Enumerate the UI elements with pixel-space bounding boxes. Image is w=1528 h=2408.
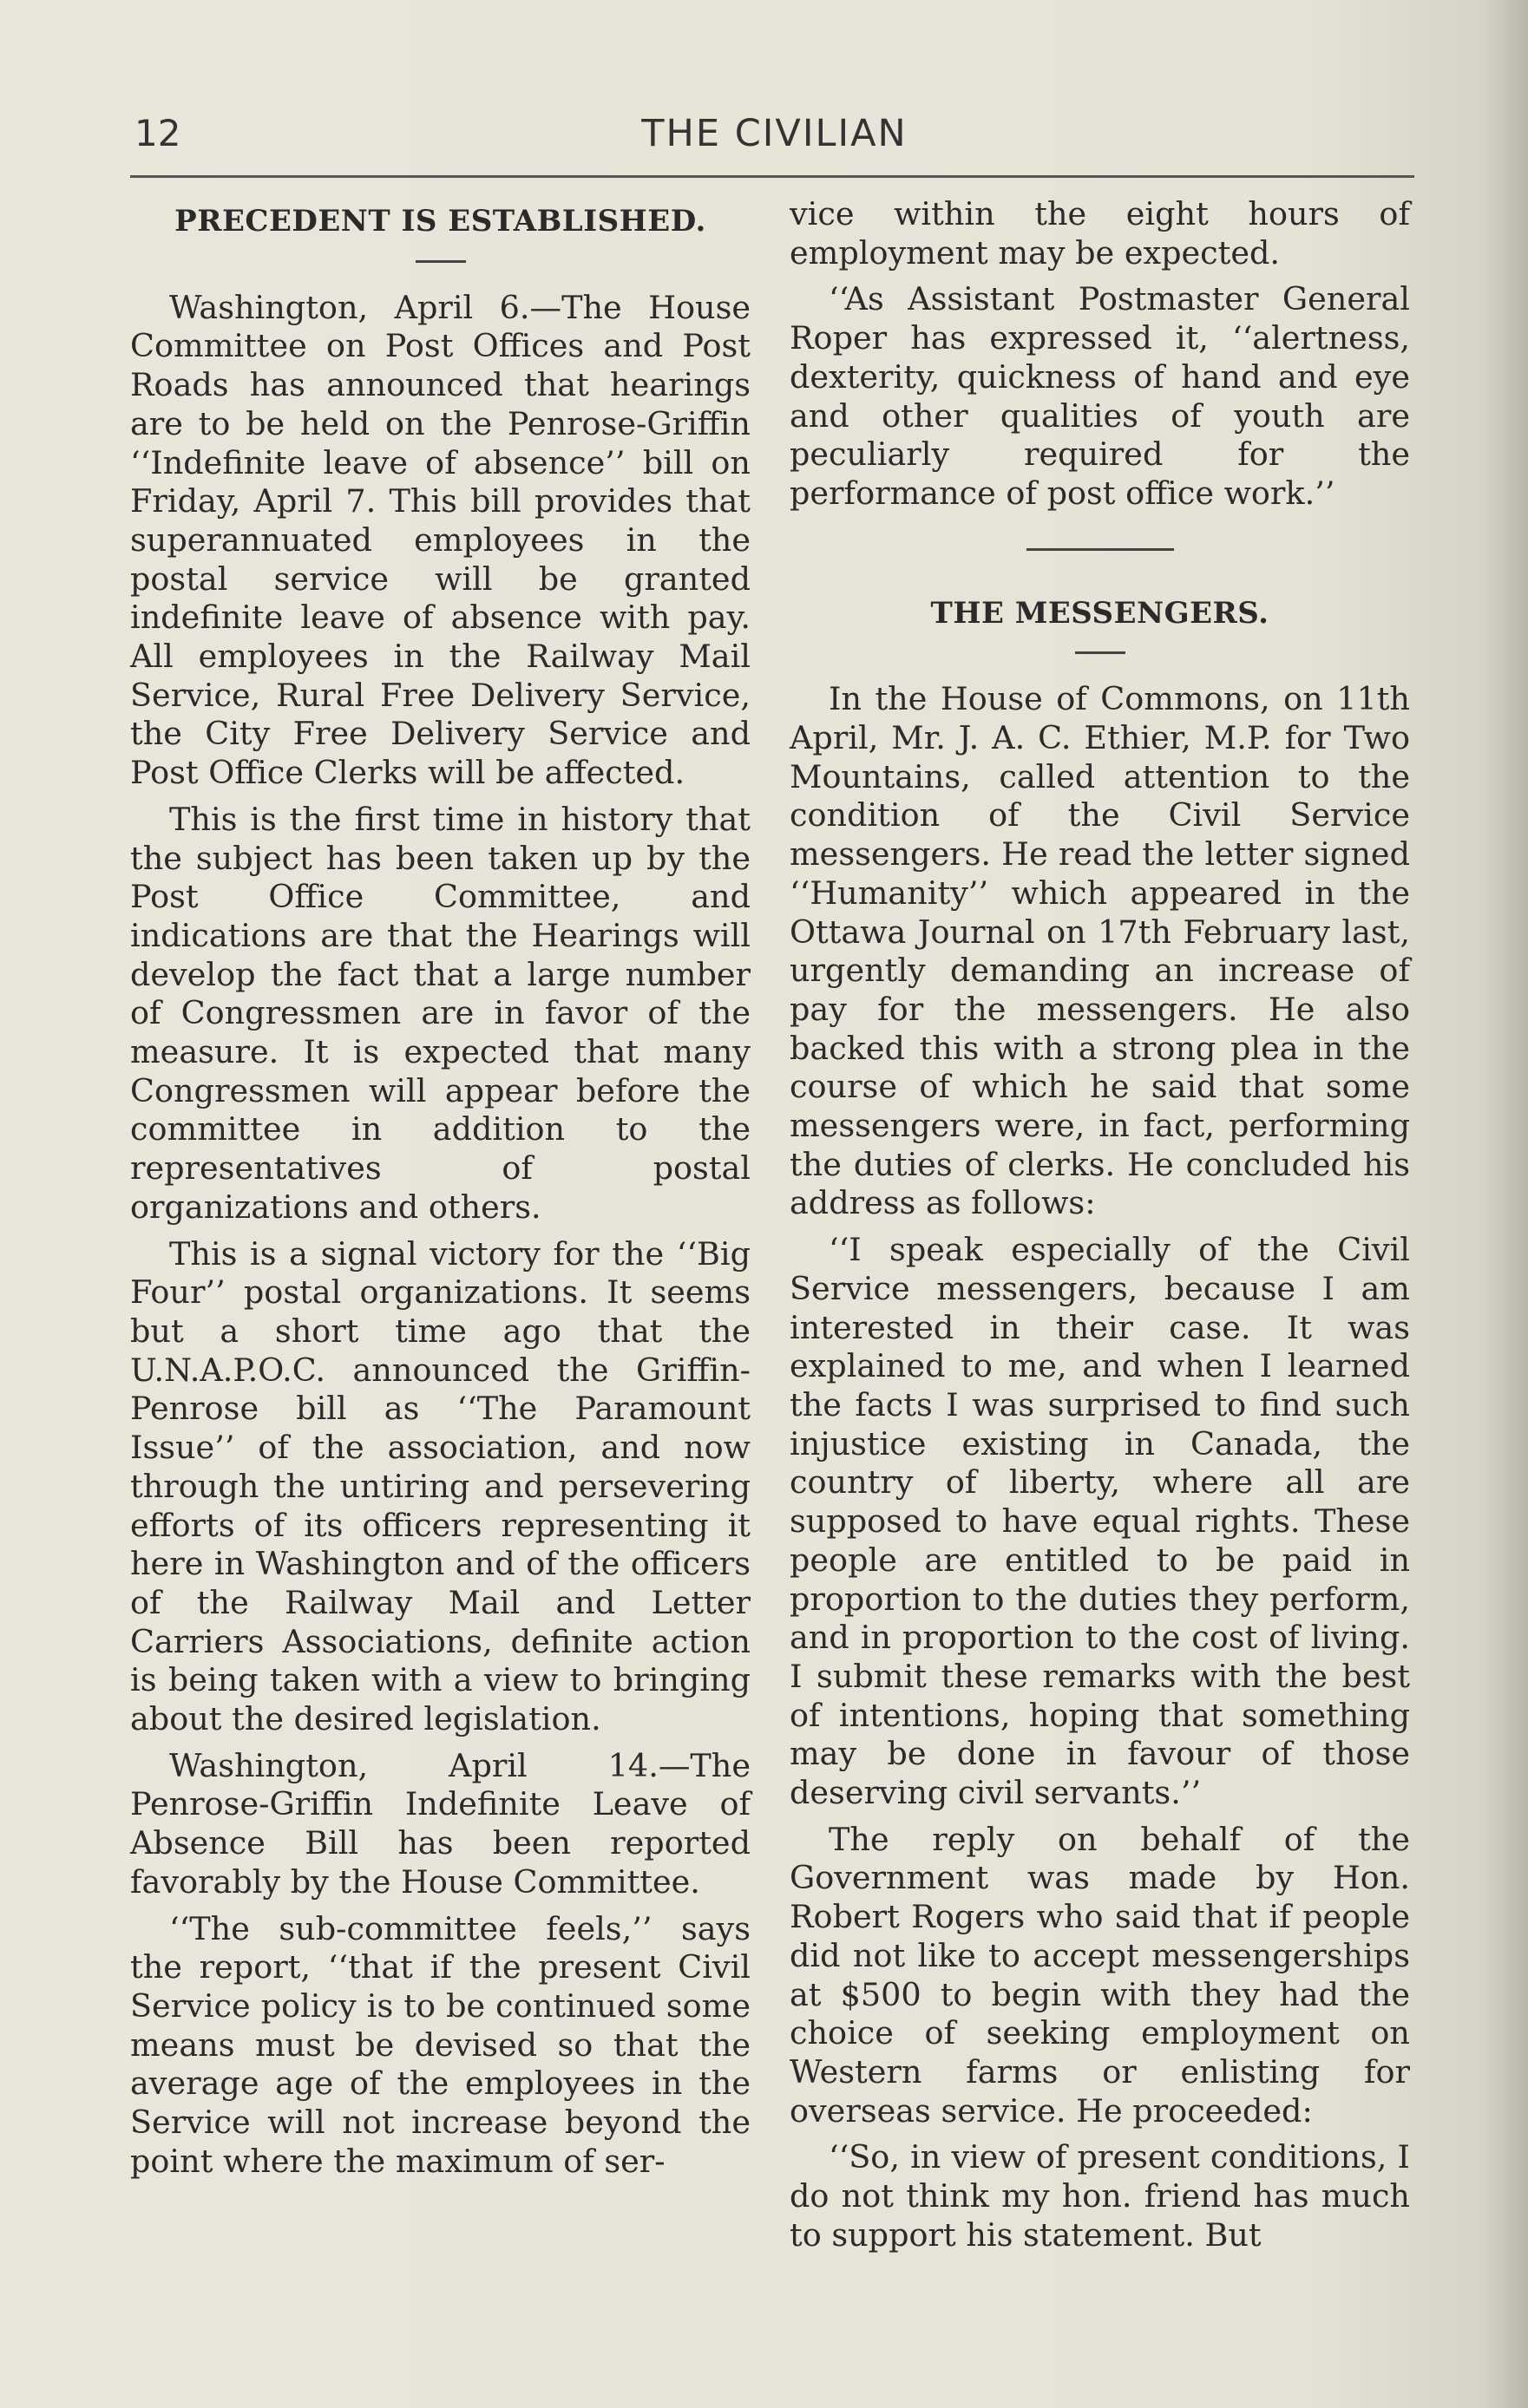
- right-column: [790, 195, 1410, 2262]
- article-paragraph: The reply on behalf of the Government was made by Hon. Robert Rogers who said that if people did not like to accept messengerships at $500 to begin with they had the choice of seeking employment on Western farms or enlisting for overseas service. He proceeded:: [790, 1820, 1410, 2130]
- left-column: [130, 195, 751, 2189]
- article-paragraph: ‘‘The sub-committee feels,’’ says the report, ‘‘that if the present Civil Service policy is to be continued some means must be devised so that the average age of the employees in the Service will not increase beyond the point where the maximum of ser-: [130, 1909, 751, 2180]
- journal-title: THE CIVILIAN: [641, 112, 908, 155]
- header-rule: [130, 175, 1414, 178]
- article-paragraph: In the House of Commons, on 11th April, Mr. J. A. C. Ethier, M.P. for Two Mountains, called attention to the condition of the Civil Service messengers. He read the letter signed ‘‘Humanity’’ which appeared in the Ottawa Journal on 17th February last, urgently demanding an increase of pay for the messengers. He also backed this with a strong plea in the course of which he said that some messengers were, in fact, performing the duties of clerks. He concluded his address as follows:: [790, 680, 1410, 1222]
- section-divider: [1026, 548, 1174, 551]
- article-headline: PRECEDENT IS ESTABLISHED.: [174, 204, 706, 239]
- article-paragraph: This is the first time in history that the subject has been taken up by the Post Office Committee, and indications are that the Hearings will develop the fact that a large number of Congressmen are in favor of the measure. It is expected that many Congressmen will appear before the committee in addition to the representatives of postal organizations and others.: [130, 800, 751, 1226]
- article-paragraph: This is a signal victory for the ‘‘Big Four’’ postal organizations. It seems but a short time ago that the U.N.A.P.O.C. announced the Griffin-Penrose bill as ‘‘The Paramount Issue’’ of the association, and now through the untiring and persevering efforts of its officers representing it here in Washington and of the officers of the Railway Mail and Letter Carriers Associations, definite action is being taken with a view to bringing about the desired legislation.: [130, 1234, 751, 1738]
- article-paragraph-continued: vice within the eight hours of employment may be expected.: [790, 195, 1410, 272]
- article-headline: THE MESSENGERS.: [930, 595, 1269, 631]
- article-paragraph: Washington, April 14.—The Penrose-Griffin Indefinite Leave of Absence Bill has been reported favorably by the House Committee.: [130, 1746, 751, 1901]
- page-number: 12: [134, 112, 181, 154]
- headline-rule: [416, 260, 466, 263]
- headline-rule: [1075, 651, 1125, 654]
- article-paragraph: ‘‘I speak especially of the Civil Service messengers, because I am interested in their case. It was explained to me, and when I learned the facts I was surprised to find such injustice existing in Canada, the country of liberty, where all are supposed to have equal rights. These people are entitled to be paid in proportion to the duties they perform, and in proportion to the cost of living. I submit these remarks with the best of intentions, hoping that something may be done in favour of those deserving civil servants.’’: [790, 1231, 1410, 1812]
- article-paragraph: ‘‘So, in view of present conditions, I do not think my hon. friend has much to support his statement. But: [790, 2138, 1410, 2254]
- running-head: [134, 108, 1414, 169]
- article-paragraph: ‘‘As Assistant Postmaster General Roper has expressed it, ‘‘alertness, dexterity, quickness of hand and eye and other qualities of youth are peculiarly required for the performance of post office work.’’: [790, 280, 1410, 512]
- article-paragraph: Washington, April 6.—The House Committee on Post Offices and Post Roads has announced that hearings are to be held on the Penrose-Griffin ‘‘Indefinite leave of absence’’ bill on Friday, April 7. This bill provides that superannuated employees in the postal service will be granted indefinite leave of absence with pay. All employees in the Railway Mail Service, Rural Free Delivery Service, the City Free Delivery Service and Post Office Clerks will be affected.: [130, 288, 751, 792]
